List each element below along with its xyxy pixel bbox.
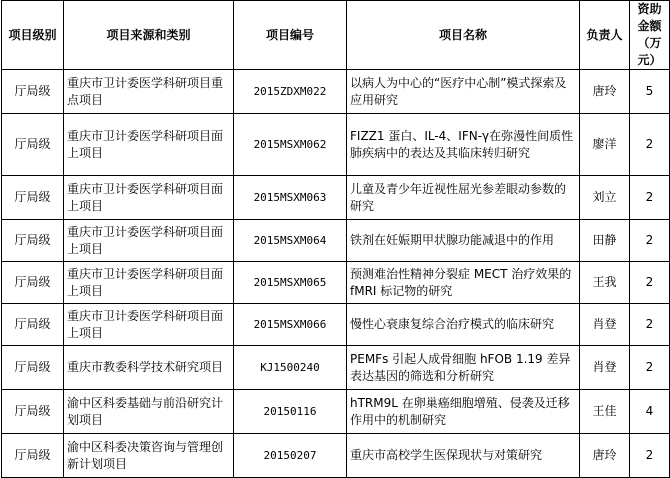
- cell-code: KJ1500240: [234, 346, 347, 390]
- header-leader: 负责人: [580, 1, 630, 70]
- cell-code: 20150116: [234, 390, 347, 434]
- cell-funding: 2: [630, 304, 670, 346]
- cell-level: 厅局级: [2, 390, 64, 434]
- cell-source: 重庆市卫计委医学科研项目重点项目: [64, 70, 234, 114]
- cell-code: 2015MSXM064: [234, 220, 347, 262]
- cell-leader: 唐玲: [580, 434, 630, 478]
- cell-level: 厅局级: [2, 346, 64, 390]
- cell-name: 预测难治性精神分裂症 MECT 治疗效果的 fMRI 标记物的研究: [347, 262, 580, 304]
- cell-name: 儿童及青少年近视性屈光参差眼动参数的研究: [347, 176, 580, 220]
- header-funding: 资助金额（万元）: [630, 1, 670, 70]
- cell-funding: 2: [630, 176, 670, 220]
- cell-name: 以病人为中心的“医疗中心制”模式探索及应用研究: [347, 70, 580, 114]
- cell-source: 重庆市卫计委医学科研项目面上项目: [64, 176, 234, 220]
- cell-funding: 2: [630, 220, 670, 262]
- cell-leader: 唐玲: [580, 70, 630, 114]
- cell-source: 重庆市卫计委医学科研项目面上项目: [64, 114, 234, 176]
- cell-leader: 刘立: [580, 176, 630, 220]
- table-row: [2, 262, 670, 304]
- cell-code: 2015MSXM062: [234, 114, 347, 176]
- cell-level: 厅局级: [2, 262, 64, 304]
- cell-source: 渝中区科委决策咨询与管理创新计划项目: [64, 434, 234, 478]
- cell-code: 2015MSXM063: [234, 176, 347, 220]
- cell-funding: 2: [630, 114, 670, 176]
- cell-name: 铁剂在妊娠期甲状腺功能减退中的作用: [347, 220, 580, 262]
- cell-code: 2015MSXM065: [234, 262, 347, 304]
- cell-name: FIZZ1 蛋白、IL-4、IFN-γ在弥漫性间质性肺疾病中的表达及其临床转归研究: [347, 114, 580, 176]
- cell-level: 厅局级: [2, 114, 64, 176]
- cell-level: 厅局级: [2, 304, 64, 346]
- table-row: [2, 390, 670, 434]
- cell-funding: 2: [630, 434, 670, 478]
- cell-name: 慢性心衰康复综合治疗模式的临床研究: [347, 304, 580, 346]
- cell-funding: 2: [630, 262, 670, 304]
- cell-code: 20150207: [234, 434, 347, 478]
- cell-source: 重庆市卫计委医学科研项目面上项目: [64, 262, 234, 304]
- cell-leader: 肖登: [580, 346, 630, 390]
- table-row: [2, 220, 670, 262]
- header-source: 项目来源和类别: [64, 1, 234, 70]
- cell-funding: 2: [630, 346, 670, 390]
- projects-table: [1, 0, 670, 478]
- header-row: [2, 1, 670, 70]
- table-row: [2, 434, 670, 478]
- cell-level: 厅局级: [2, 220, 64, 262]
- cell-level: 厅局级: [2, 176, 64, 220]
- cell-leader: 王佳: [580, 390, 630, 434]
- cell-level: 厅局级: [2, 70, 64, 114]
- table-row: [2, 70, 670, 114]
- cell-funding: 4: [630, 390, 670, 434]
- cell-leader: 廖洋: [580, 114, 630, 176]
- cell-code: 2015MSXM066: [234, 304, 347, 346]
- cell-source: 渝中区科委基础与前沿研究计划项目: [64, 390, 234, 434]
- cell-source: 重庆市卫计委医学科研项目面上项目: [64, 304, 234, 346]
- cell-leader: 王我: [580, 262, 630, 304]
- header-level: 项目级别: [2, 1, 64, 70]
- cell-funding: 5: [630, 70, 670, 114]
- cell-name: hTRM9L 在卵巢癌细胞增殖、侵袭及迁移作用中的机制研究: [347, 390, 580, 434]
- cell-name: 重庆市高校学生医保现状与对策研究: [347, 434, 580, 478]
- table-row: [2, 114, 670, 176]
- table-row: [2, 346, 670, 390]
- cell-source: 重庆市卫计委医学科研项目面上项目: [64, 220, 234, 262]
- cell-name: PEMFs 引起人成骨细胞 hFOB 1.19 差异表达基因的筛选和分析研究: [347, 346, 580, 390]
- table-row: [2, 176, 670, 220]
- cell-source: 重庆市教委科学技术研究项目: [64, 346, 234, 390]
- header-code: 项目编号: [234, 1, 347, 70]
- cell-leader: 肖登: [580, 304, 630, 346]
- cell-code: 2015ZDXM022: [234, 70, 347, 114]
- header-name: 项目名称: [347, 1, 580, 70]
- cell-level: 厅局级: [2, 434, 64, 478]
- table-row: [2, 304, 670, 346]
- cell-leader: 田静: [580, 220, 630, 262]
